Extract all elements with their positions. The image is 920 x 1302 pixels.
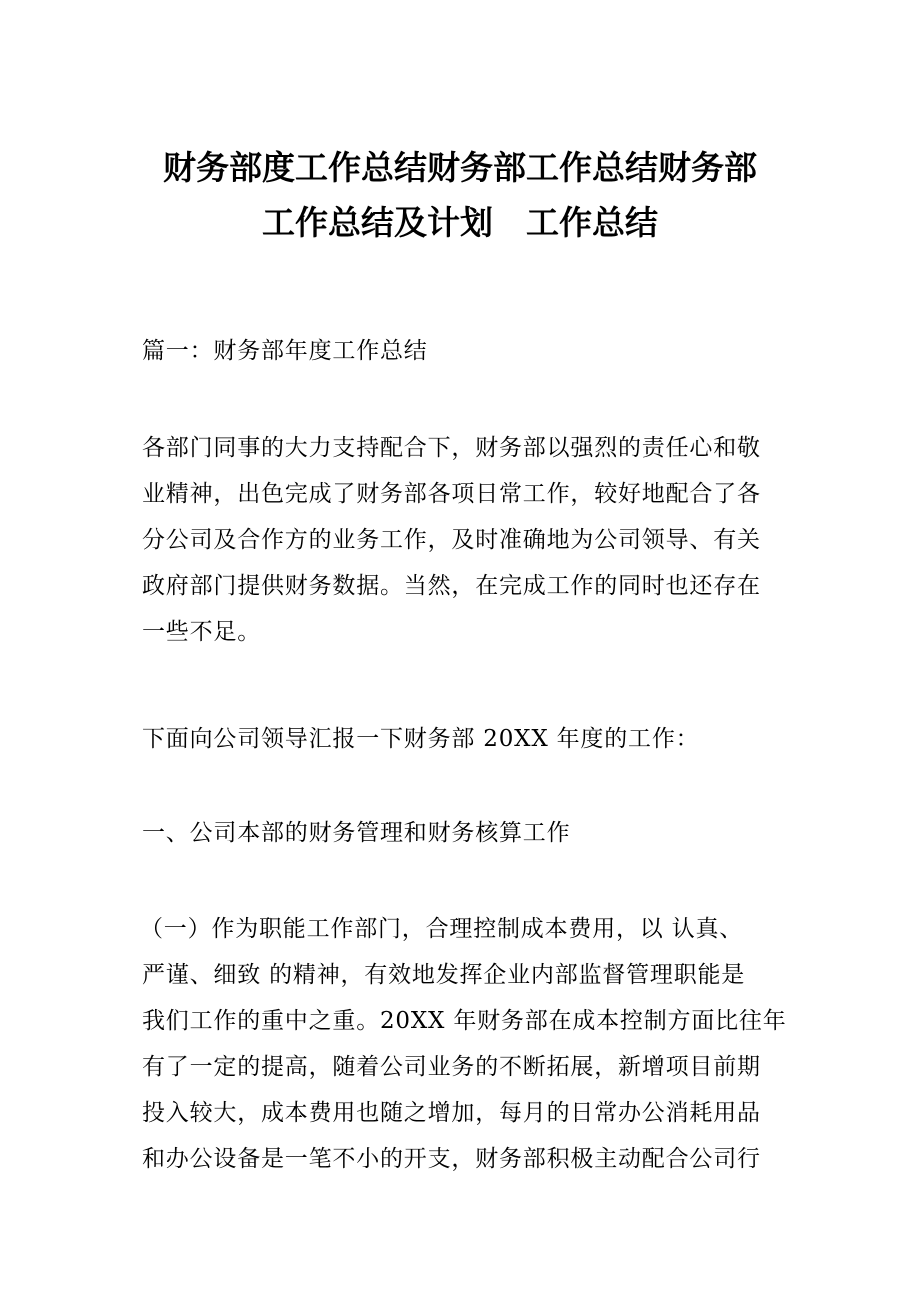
detail-line: 和办公设备是一笔不小的开支，财务部积极主动配合公司行: [142, 1146, 761, 1172]
part-heading-text: 篇一：财务部年度工作总结: [142, 338, 428, 364]
intro-line: 政府部门提供财务数据。当然，在完成工作的同时也还存在: [142, 573, 761, 599]
detail-line: 我们工作的重中之重。20XX 年财务部在成本控制方面比往年: [142, 1008, 787, 1034]
detail-line: 投入较大，成本费用也随之增加，每月的日常办公消耗用品: [142, 1100, 761, 1126]
intro-paragraph: [142, 425, 792, 655]
detail-line: 严谨、细致 的精神，有效地发挥企业内部监督管理职能是: [142, 962, 746, 988]
document-title-line-1: 财务部度工作总结财务部工作总结财务部: [163, 148, 757, 187]
section-heading: [142, 810, 792, 856]
report-paragraph: [142, 716, 792, 762]
report-line: 下面向公司领导汇报一下财务部 20XX 年度的工作：: [142, 726, 700, 752]
detail-paragraph: [142, 906, 792, 1182]
intro-line: 分公司及合作方的业务工作，及时准确地为公司领导、有关: [142, 527, 761, 553]
section-heading-text: 一、公司本部的财务管理和财务核算工作: [142, 820, 571, 846]
intro-line: 一些不足。: [142, 619, 261, 645]
part-heading: [142, 328, 792, 374]
intro-line: 业精神，出色完成了财务部各项日常工作，较好地配合了各: [142, 481, 761, 507]
detail-line: （一）作为职能工作部门，合理控制成本费用，以 认真、: [140, 916, 744, 942]
detail-line: 有了一定的提高，随着公司业务的不断拓展，新增项目前期: [142, 1054, 761, 1080]
intro-line: 各部门同事的大力支持配合下，财务部以强烈的责任心和敬: [142, 435, 761, 461]
document-title-line-2: 工作总结及计划 工作总结: [262, 203, 658, 242]
